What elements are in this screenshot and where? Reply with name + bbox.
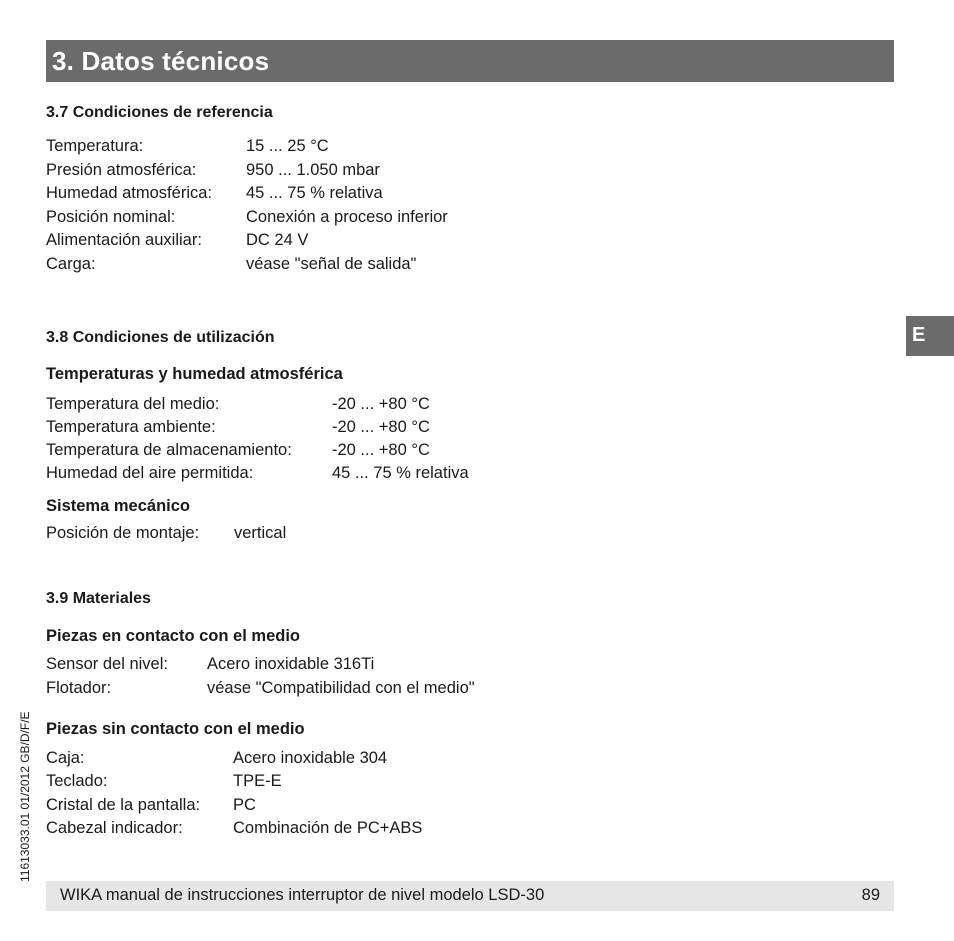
spec-value: véase "Compatibilidad con el medio" (207, 679, 475, 697)
section-heading-3-8: 3.8 Condiciones de utilización (46, 329, 275, 346)
spec-key: Cabezal indicador: (46, 819, 183, 837)
spec-value: 15 ... 25 °C (246, 137, 329, 155)
language-tab-label: E (912, 324, 926, 346)
spec-key: Temperatura ambiente: (46, 418, 216, 436)
document-code: 11613033.01 01/2012 GB/D/F/E (18, 711, 32, 882)
subheading-piezas-sin-contacto: Piezas sin contacto con el medio (46, 720, 305, 738)
page-title: 3. Datos técnicos (52, 46, 270, 76)
spec-value: vertical (234, 524, 287, 542)
subheading-piezas-contacto: Piezas en contacto con el medio (46, 627, 300, 645)
subheading-temperaturas: Temperaturas y humedad atmosférica (46, 365, 343, 383)
spec-key: Cristal de la pantalla: (46, 796, 201, 814)
spec-key: Temperatura: (46, 137, 144, 155)
language-tab (906, 316, 954, 356)
spec-value: 45 ... 75 % relativa (246, 184, 383, 202)
spec-value: Combinación de PC+ABS (233, 819, 423, 837)
spec-key: Presión atmosférica: (46, 161, 197, 179)
spec-key: Temperatura del medio: (46, 395, 220, 413)
section-heading-3-7: 3.7 Condiciones de referencia (46, 104, 273, 121)
section-title-bar (46, 40, 894, 82)
spec-key: Temperatura de almacenamiento: (46, 441, 292, 459)
spec-key: Alimentación auxiliar: (46, 231, 202, 249)
spec-key: Humedad atmosférica: (46, 184, 212, 202)
spec-value: Acero inoxidable 316Ti (207, 655, 375, 673)
spec-value: DC 24 V (246, 231, 309, 249)
page-number: 89 (861, 886, 880, 904)
spec-value: Conexión a proceso inferior (246, 208, 448, 226)
spec-value: Acero inoxidable 304 (233, 749, 388, 767)
subheading-sistema-mecanico: Sistema mecánico (46, 497, 190, 515)
footer-text: WIKA manual de instrucciones interruptor de nivel modelo LSD-30 (60, 886, 545, 904)
spec-value: PC (233, 796, 256, 814)
spec-value: -20 ... +80 °C (332, 418, 430, 436)
section-heading-3-9: 3.9 Materiales (46, 590, 151, 607)
spec-key: Teclado: (46, 772, 108, 790)
spec-value: -20 ... +80 °C (332, 441, 430, 459)
spec-value: 950 ... 1.050 mbar (246, 161, 380, 179)
page-footer (46, 881, 894, 911)
spec-value: -20 ... +80 °C (332, 395, 430, 413)
spec-value: 45 ... 75 % relativa (332, 464, 469, 482)
spec-key: Humedad del aire permitida: (46, 464, 254, 482)
spec-key: Posición nominal: (46, 208, 176, 226)
spec-value: TPE-E (233, 772, 282, 790)
spec-key: Carga: (46, 255, 96, 273)
spec-key: Caja: (46, 749, 85, 767)
spec-value: véase "señal de salida" (246, 255, 417, 273)
spec-key: Sensor del nivel: (46, 655, 168, 673)
spec-key: Flotador: (46, 679, 112, 697)
spec-key: Posición de montaje: (46, 524, 200, 542)
